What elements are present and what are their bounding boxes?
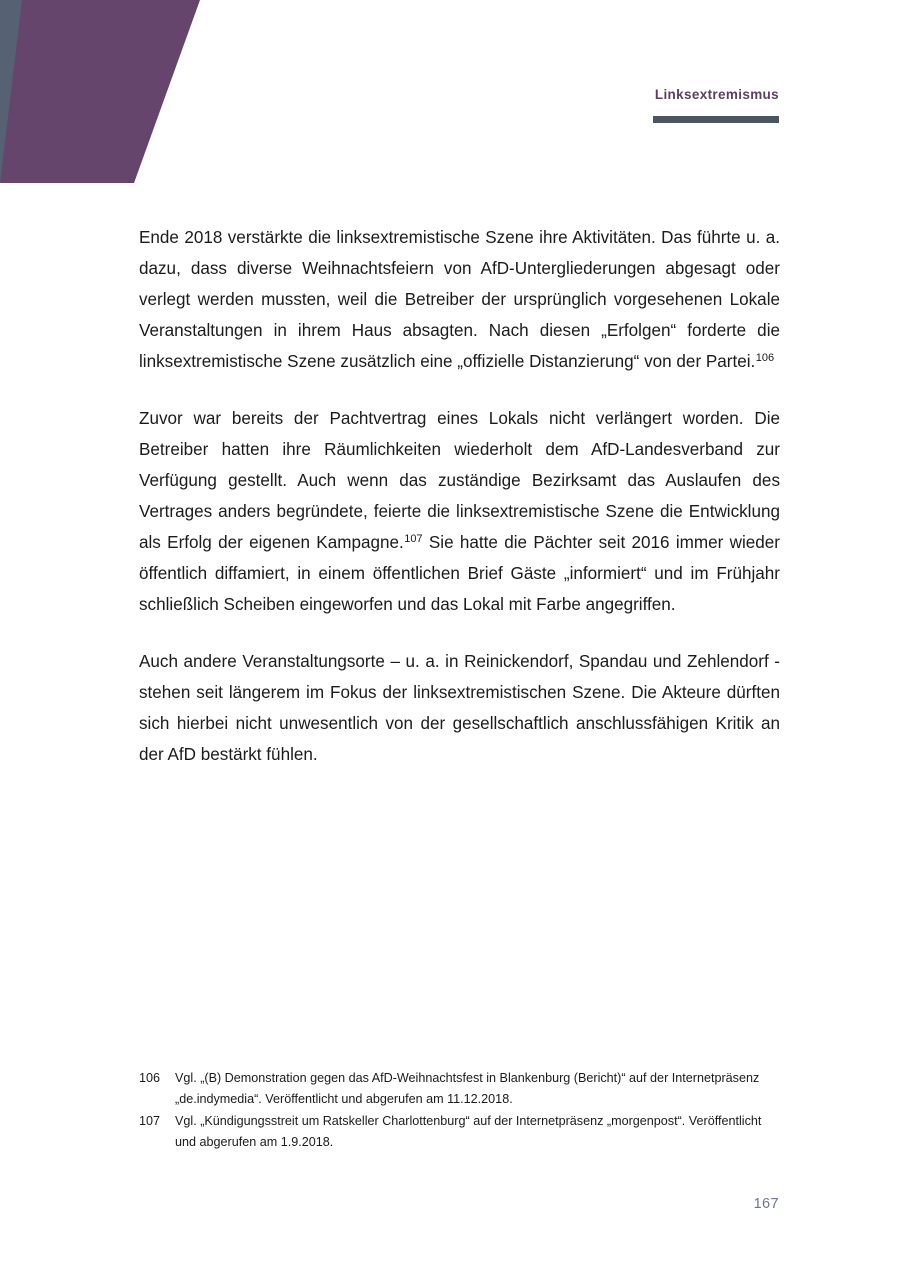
running-header-rule: [653, 116, 779, 123]
decoration-purple-shape: [0, 0, 200, 183]
decoration-slate-shape: [0, 0, 70, 183]
running-header-title: Linksextremismus: [654, 87, 779, 102]
footnote-text: Vgl. „(B) Demonstration gegen das AfD-Weihnachtsfest in Blankenburg (Bericht)“ auf der Internetpräsenz „de.indymedia“. Veröffentlicht und abgerufen am 11.12.2018.: [175, 1071, 760, 1106]
footnote-list: [139, 1068, 784, 1154]
footnote-text: Vgl. „Kündigungsstreit um Ratskeller Charlottenburg“ auf der Internetpräsenz „morgenpost“. Veröffentlicht und abgerufen am 1.9.2018.: [175, 1114, 762, 1149]
footnote-number: 107: [139, 1114, 161, 1128]
footnote-number: 106: [139, 1071, 161, 1085]
running-header: [653, 88, 779, 123]
footnote-ref-107[interactable]: 107: [404, 532, 423, 545]
paragraph-3-text: Auch andere Veranstaltungsorte – u. a. in Reinickendorf, Spandau und Zehlendorf - stehen seit längerem im Fokus der linksextremistischen Szene. Die Akteure dürften sich hierbei nicht unwesentlich von der gesellschaftlich anschlussfähigen Kritik an der AfD bestärkt fühlen.: [139, 652, 780, 764]
paragraph-1-text: Ende 2018 verstärkte die linksextremistische Szene ihre Aktivitäten. Das führte u. a. dazu, dass diverse Weihnachtsfeiern von AfD-Untergliederungen abgesagt oder verlegt werden mussten, weil die Betreiber der ursprünglich vorgesehenen Lokale Veranstaltungen in ihrem Haus absagten. Nach diesen „Erfolgen“ forderte die linksextremistische Szene zusätzlich eine „offizielle Distanzierung“ von der Partei.: [139, 228, 780, 371]
paragraph-2: [139, 403, 780, 620]
paragraph-2-text-after: Sie hatte die Pächter seit 2016 immer wieder öffentlich diffamiert, in einem öffentlichen Brief Gäste „informiert“ und im Frühjahr schließlich Scheiben eingeworfen und das Lokal mit Farbe angegriffen.: [139, 533, 780, 614]
footnote-item: [139, 1068, 784, 1109]
footnote-ref-106[interactable]: 106: [755, 351, 775, 364]
page-number: 167: [753, 1196, 779, 1212]
corner-decoration: [0, 0, 360, 200]
paragraph-3: [139, 646, 780, 770]
paragraph-1: [139, 222, 780, 377]
paragraph-2-text: Zuvor war bereits der Pachtvertrag eines Lokals nicht verlängert worden. Die Betreiber hatten ihre Räumlichkeiten wiederholt dem AfD-Landesverband zur Verfügung gestellt. Auch wenn das zuständige Bezirksamt das Auslaufen des Vertrages anders begründete, feierte die linksextremistische Szene die Entwicklung als Erfolg der eigenen Kampagne.: [139, 409, 780, 552]
body-content: [139, 222, 780, 770]
footnote-item: [139, 1111, 784, 1152]
